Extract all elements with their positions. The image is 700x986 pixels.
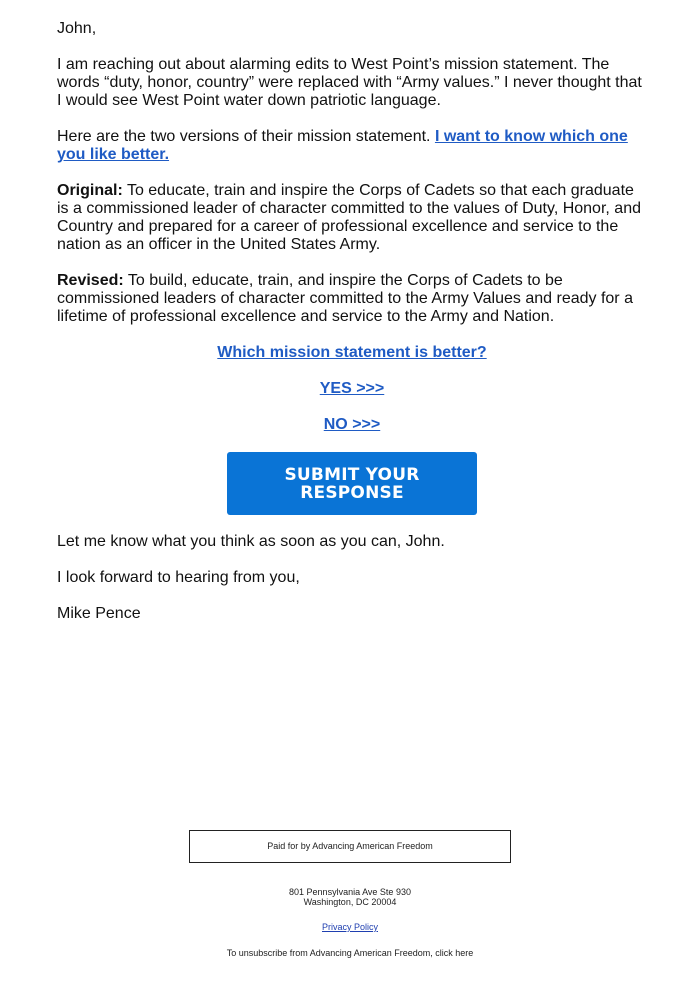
yes-row <box>57 380 647 398</box>
versions-paragraph <box>57 128 647 164</box>
closing-line: Let me know what you think as soon as you can, John. <box>57 533 445 550</box>
address-line-2: Washington, DC 20004 <box>303 897 397 907</box>
versions-intro-text: Here are the two versions of their mission statement. <box>57 128 435 145</box>
original-statement <box>57 182 647 254</box>
email-body <box>57 20 647 641</box>
submit-response-button[interactable]: SUBMIT YOUR RESPONSE <box>227 452 477 515</box>
unsubscribe-link[interactable]: To unsubscribe from Advancing American Freedom, click here <box>226 948 474 958</box>
original-text: To educate, train and inspire the Corps of Cadets so that each graduate is a commissioned leader of character committed to the values of Duty, Honor, and Country and prepared for a career of professional excellence and service to the nation as an officer in the United States Army. <box>57 182 641 253</box>
no-row <box>57 416 647 434</box>
which-one-link[interactable]: I want to know which one you like better. <box>57 128 628 163</box>
question-link[interactable]: Which mission statement is better? <box>217 344 487 361</box>
revised-text: To build, educate, train, and inspire the Corps of Cadets to be commissioned leaders of character committed to the Army Values and ready for a lifetime of professional excellence and service to the Army and Nation. <box>57 272 633 325</box>
submit-row <box>57 452 647 515</box>
address-line-1: 801 Pennsylvania Ave Ste 930 <box>289 887 411 897</box>
revised-statement <box>57 272 647 326</box>
question-row <box>57 344 647 362</box>
privacy-policy-link[interactable]: Privacy Policy <box>321 922 378 932</box>
no-link[interactable]: NO >>> <box>323 416 381 433</box>
yes-link[interactable]: YES >>> <box>319 380 385 397</box>
email-footer <box>0 830 700 958</box>
signature: Mike Pence <box>57 605 141 622</box>
mailing-address <box>0 887 700 907</box>
sign-off: I look forward to hearing from you, <box>57 569 300 586</box>
greeting: John, <box>57 20 97 37</box>
revised-label: Revised: <box>57 272 124 289</box>
intro-paragraph: I am reaching out about alarming edits to West Point’s mission statement. The words “duty, honor, country” were replaced with “Army values.” I never thought that I would see West Point water down patriotic language. <box>57 56 642 109</box>
original-label: Original: <box>57 182 123 199</box>
paid-for-disclaimer: Paid for by Advancing American Freedom <box>189 830 511 863</box>
